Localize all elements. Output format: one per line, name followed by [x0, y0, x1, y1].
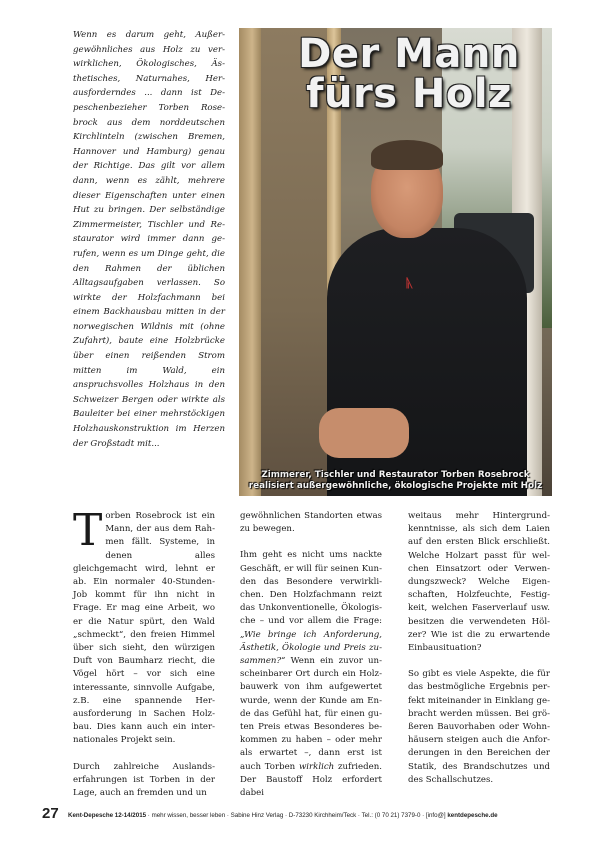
page-footer: 27 Kent-Depesche 12-14/2015 · mehr wissen, besser leben · Sabine Hinz Verlag · D-73230 Kirchheim/Teck · Tel.: (0 70 21) 7379-0 · [info@] kentdepesche.de — [42, 805, 498, 822]
article-column-3: weitaus mehr Hintergrundkenntnisse, als sich dem Laien auf den ersten Blick erschließt. Welche Holzart passt für welchen Einsatzort oder Verwendungszweck? Welche Eigenschaften, Holzfeuchte, Festigkeit, welchen Faserverlauf usw. besitzen die verwendeten Hölzer? Wie ist die zu erwartende Einbausituation? So gibt es viele Aspekte, die für das bestmögliche Ergebnis perfekt miteinander in Einklang gebracht werden müssen. Bei größeren Bauvorhaben oder Wohnhäusern steigen auch die Anforderungen in den Bereichen der Statik, des Brandschutzes und des Schallschutzes. — [408, 511, 550, 785]
page-number: 27 — [42, 805, 59, 822]
intro-text: Wenn es darum geht, Außergewöhnliches aus Holz zu verwirklichen, Ökologisches, Ästhetisches, Naturnahes, Herausforderndes ... dann ist Depeschenbezieher Torben Rosebrock aus dem norddeutschen Kirchlinteln (zwischen Bremen, Hannover und Hamburg) genau der Richtige. Das gilt vor allem dann, wenn es zählt, mehrere dieser Eigenschaften unter einen Hut zu bringen. Der selbständige Zimmermeister, Tischler und Restaurator wird immer dann gerufen, wenn es um Dinge geht, die den Rahmen der üblichen Alltagsaufgaben verlassen. So wirkte der Holzfachmann bei einem Backhausbau mitten in der norwegischen Wildnis mit (ohne Zufahrt), baute eine Holzbrücke über einen reißenden Strom mitten im Wald, ein anspruchsvolles Holzhaus in den Schweizer Bergen oder wirkte als Bauleiter bei einer mehrstöckigen Holzhauskonstruktion im Herzen der Großstadt mit... — [73, 30, 225, 449]
website-link[interactable]: kentdepesche.de — [447, 812, 498, 819]
issue-label: Kent-Depesche 12-14/2015 — [68, 812, 147, 819]
photo-caption: Zimmerer, Tischler und Restaurator Torben Rosebrock realisiert außergewöhnliche, ökologische Projekte mit Holz — [248, 470, 543, 491]
article-title: Der Mann fürs Holz — [298, 31, 520, 117]
drop-cap: T — [73, 505, 103, 556]
quote-text: „Wie bringe ich Anforderung, Ästhetik, Ökologie und Preis zusammen?“ — [240, 629, 382, 667]
article-column-2: gewöhnlichen Standorten etwas zu bewegen. Ihm geht es nicht ums nackte Geschäft, er will für seinen Kunden das Besondere verwirklichen. Den Holzfachmann reizt das Unkonventionelle, Ökologische – und vor allem die Frage: „Wie bringe ich Anforderung, Ästhetik, Ökologie und Preis zusammen?“ Wenn ein zuvor unscheinbarer Ort durch ein Holzbauwerk von ihm aufgewertet wurde, wenn der Kunde am Ende das Gefühl hat, für einen guten Preis etwas Besonderes bekommen zu haben – oder mehr als erwartet –, dann erst ist auch Torben wirklich zufrieden. Der Baustoff Holz erfordert dabei — [240, 511, 382, 799]
puma-logo-icon: ᚣ — [406, 276, 414, 290]
portrait-photo — [239, 28, 552, 496]
article-column-1: Torben Rosebrock ist ein Mann, der aus dem Rahmen fällt. Systeme, in denen alles gleichgemacht wird, lehnt er ab. Ein normaler 40-Stunden-Job kommt für ihn nicht in Frage. Er mag eine Arbeit, wo er die Natur spürt, den Wald „schmeckt“, den freien Himmel über sich sieht, den würzigen Duft von Baumharz riecht, die Vögel hört – vor sich eine interessante, sinnvolle Aufgabe, z.B. eine spannende Herausforderung in Sachen Holzbau. Dies kann auch ein internationales Projekt sein. Durch zahlreiche Auslandserfahrungen ist Torben in der Lage, auch an fremden und un — [73, 505, 215, 799]
